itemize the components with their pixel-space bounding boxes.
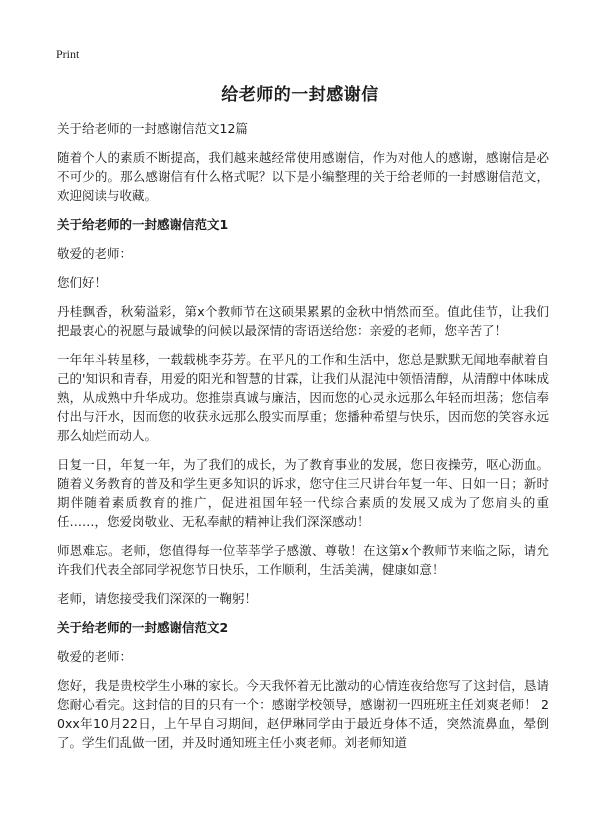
body-paragraph: 日复一日，年复一年，为了我们的成长，为了教育事业的发展，您日夜操劳，呕心沥血。随着义务教育的普及和学生更多知识的诉求，您守住三尺讲台年复一年、日如一日；新时期伴随着素质教育的推广，促进祖国年轻一代综合素质的发展又成为了您肩头的重任……，您爱岗敬业、无私奉献的精神让我们深深感动！ bbox=[57, 457, 549, 529]
document-body bbox=[57, 119, 549, 762]
body-paragraph: 您好，我是贵校学生小琳的家长。今天我怀着无比激动的心情连夜给您写了这封信，恳请您耐心看完。这封信的目的只有一个：感谢学校领导，感谢初一四班班主任刘爽老师！ 20xx年10月22日，上午早自习期间，赵伊琳同学由于最近身体不适，突然流鼻血，晕倒了。学生们乱做一团，并及时通知班主任小爽老师。刘老师知道 bbox=[57, 678, 549, 750]
section-heading-2: 关于给老师的一封感谢信范文2 bbox=[57, 620, 229, 635]
print-link[interactable]: Print bbox=[56, 47, 80, 61]
body-paragraph: 老师，请您接受我们深深的一鞠躬！ bbox=[57, 591, 258, 606]
body-paragraph: 丹桂飘香，秋菊溢彩，第x个教师节在这硕果累累的金秋中悄然而至。值此佳节，让我们把最衷心的祝愿与最诚挚的问候以最深情的寄语送给您：亲爱的老师，您辛苦了！ bbox=[57, 304, 549, 338]
salutation: 敬爱的老师： bbox=[57, 649, 133, 664]
body-paragraph: 师恩难忘。老师，您值得每一位莘莘学子感激、尊敬！在这第x个教师节来临之际，请允许我们代表全部同学祝您节日快乐，工作顺利，生活美满，健康如意！ bbox=[57, 543, 549, 577]
section-heading-1: 关于给老师的一封感谢信范文1 bbox=[57, 217, 229, 232]
document-title: 给老师的一封感谢信 bbox=[221, 85, 379, 105]
intro-paragraph: 随着个人的素质不断提高，我们越来越经常使用感谢信，作为对他人的感谢，感谢信是必不可少的。那么感谢信有什么格式呢？以下是小编整理的关于给老师的一封感谢信范文，欢迎阅读与收藏。 bbox=[57, 150, 549, 203]
greeting: 您们好！ bbox=[57, 275, 108, 290]
salutation: 敬爱的老师： bbox=[57, 246, 133, 261]
document-subtitle: 关于给老师的一封感谢信范文12篇 bbox=[57, 121, 248, 136]
body-paragraph: 一年年斗转星移，一载载桃李芬芳。在平凡的工作和生活中，您总是默默无闻地奉献着自己的'知识和青春，用爱的阳光和智慧的甘霖，让我们从混沌中领悟清醇，从清醇中体味成熟，从成熟中升华成功。您推崇真诚与廉洁，因而您的心灵永远那么年轻而坦荡；您信奉付出与汗水，因而您的收获永远那么殷实而厚重；您播种希望与快乐，因而您的笑容永远那么灿烂而动人。 bbox=[57, 352, 549, 443]
